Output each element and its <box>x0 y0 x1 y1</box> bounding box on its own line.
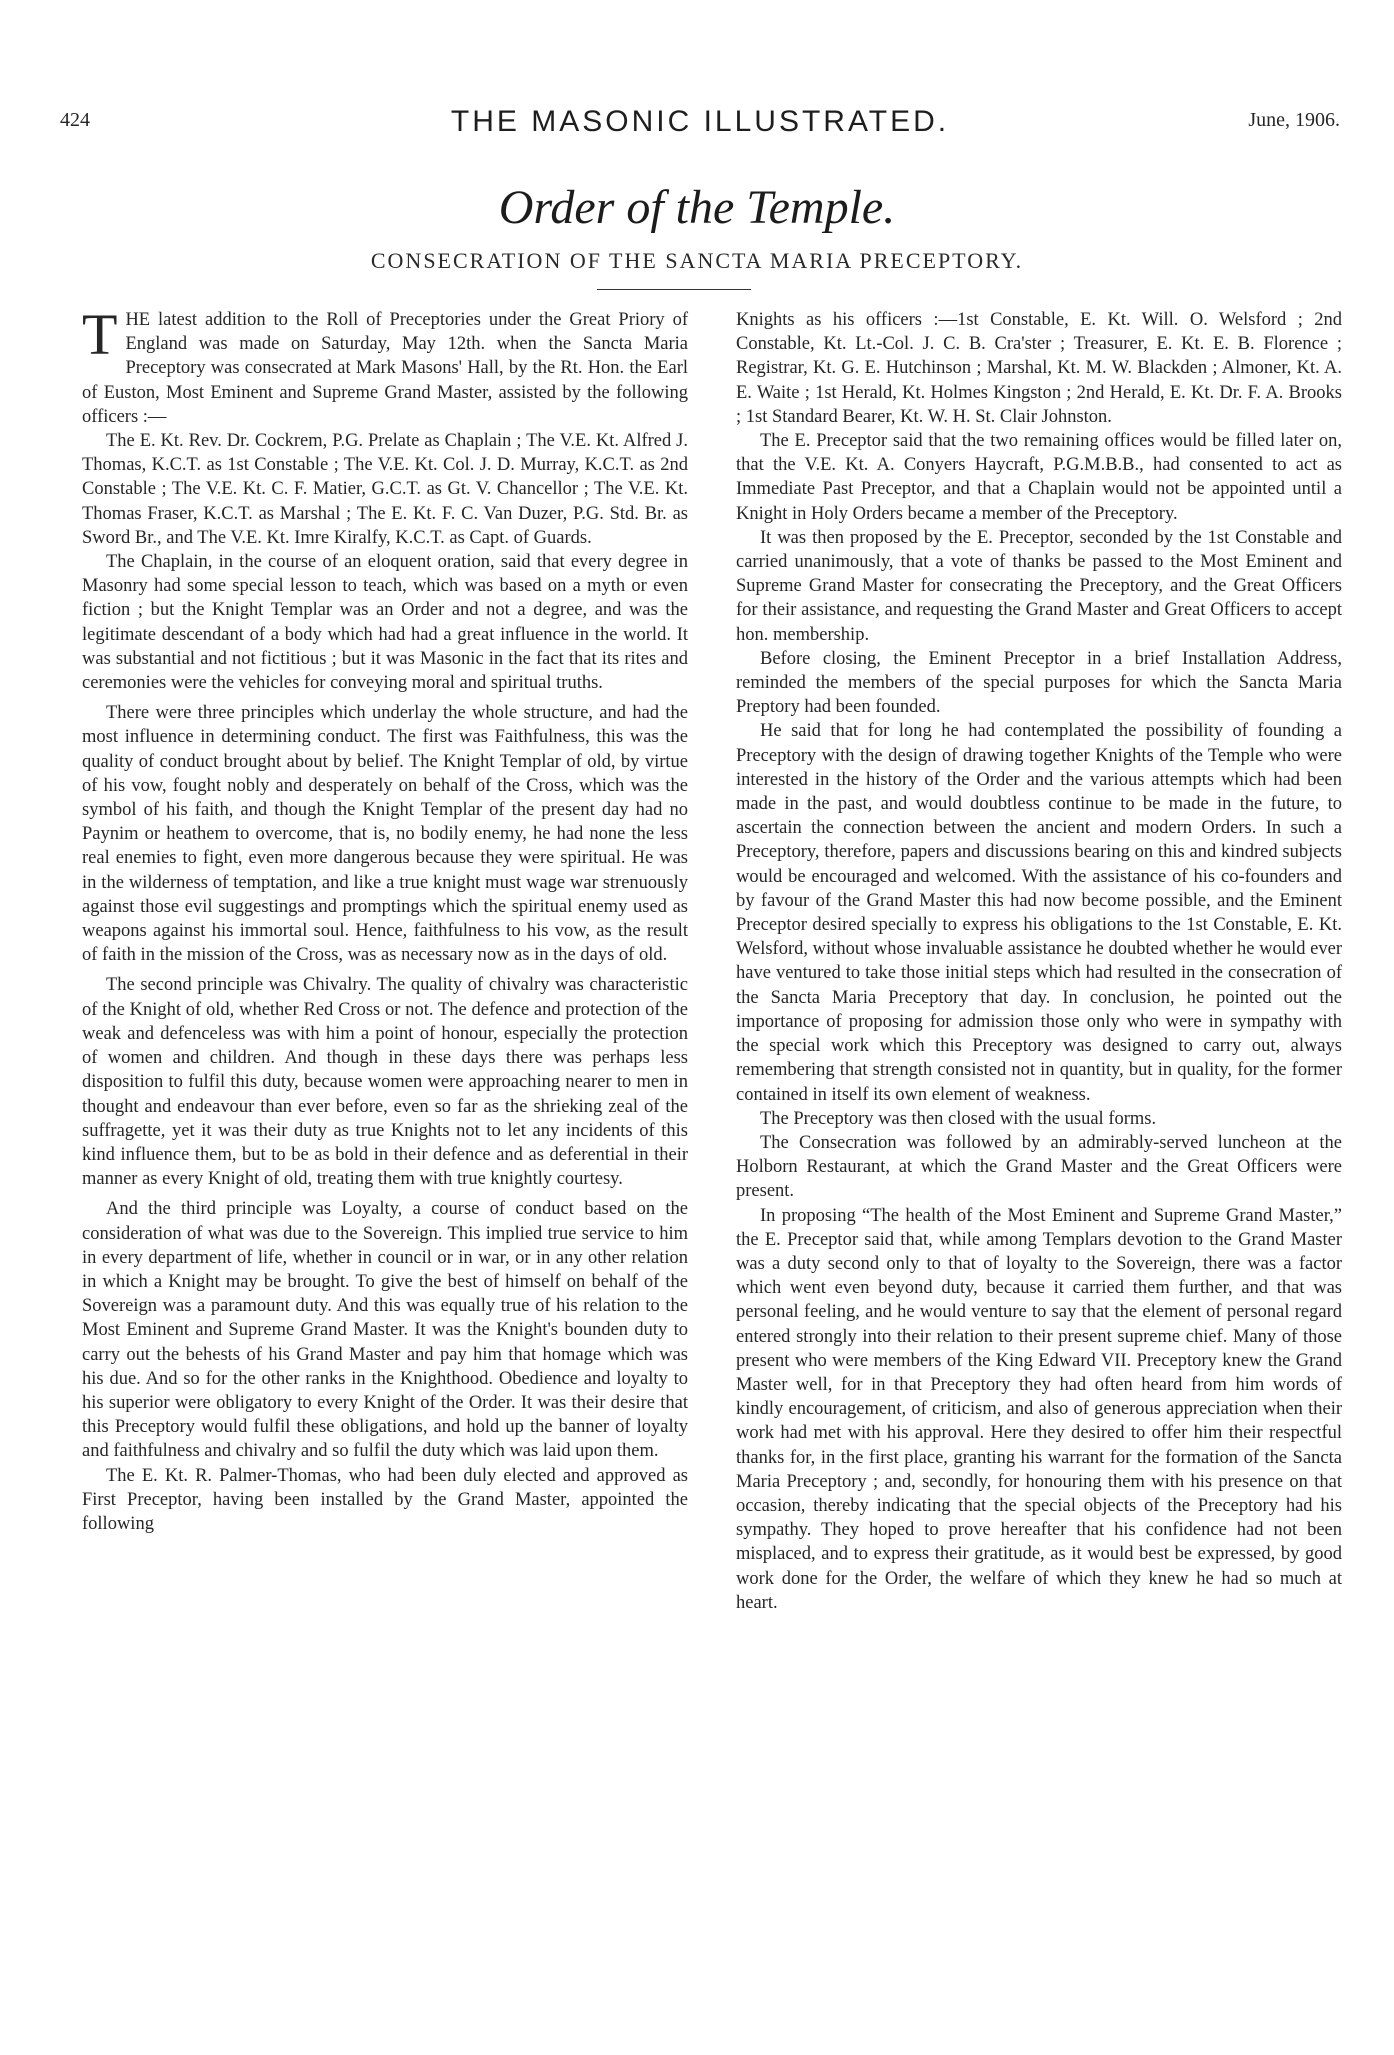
title-divider <box>597 289 751 290</box>
paragraph: The E. Kt. R. Palmer-Thomas, who had been duly elected and approved as First Preceptor, having been installed by the Grand Master, appointed the following <box>82 1465 688 1534</box>
page-number: 424 <box>60 109 90 131</box>
issue-date: June, 1906. <box>1248 109 1340 131</box>
paragraph: The E. Kt. Rev. Dr. Cockrem, P.G. Prelate as Chaplain ; The V.E. Kt. Alfred J. Thomas, K.C.T. as 1st Constable ; The V.E. Kt. Col. J. D. Murray, K.C.T. as 2nd Constable ; The V.E. Kt. C. F. Matier, G.C.T. as Gt. V. Chancellor ; The V.E. Kt. Thomas Fraser, K.C.T. as Marshal ; The E. Kt. F. C. Van Duzer, P.G. Std. Br. as Sword Br., and The V.E. Kt. Imre Kiralfy, K.C.T. as Capt. of Guards. <box>82 431 688 548</box>
paragraph: Before closing, the Eminent Preceptor in a brief Installation Address, reminded the members of the special purposes for which the Sancta Maria Preptory had been founded. <box>736 648 1342 718</box>
masthead: THE MASONIC ILLUSTRATED. <box>450 105 950 138</box>
article-subtitle: CONSECRATION OF THE SANCTA MARIA PRECEPTORY. <box>370 248 1024 273</box>
paragraph: In proposing “The health of the Most Eminent and Supreme Grand Master,” the E. Preceptor said that, while among Templars devotion to the Grand Master was a duty second only to that of loyalty to the Sovereign, there was a factor which went even beyond duty, because it carried them further, and that was personal feeling, and he would venture to say that the element of personal regard entered strongly into their relation to their present supreme chief. Many of those present who were members of the King Edward VII. Preceptory knew the Grand Master well, for in that Preceptory they had often heard from him words of kindly encouragement, of criticism, and also of generous appreciation when their work had met with his approval. Here they desired to offer him their respectful thanks for, in the first place, granting his warrant for the formation of the Sancta Maria Preceptory ; and, secondly, for honouring them with his presence on that occasion, thereby indicating that the special objects of the Preceptory had his sympathy. They hoped to prove hereafter that his confidence had not been misplaced, and to express their gratitude, as it would best be expressed, by good work done for the Order, the welfare of which they knew he had so much at heart. <box>736 1205 1342 1613</box>
paragraph: The Preceptory was then closed with the usual forms. <box>760 1108 1157 1129</box>
right-column <box>736 308 1342 1615</box>
paragraph <box>82 302 688 429</box>
paragraph: Knights as his officers :—1st Constable, E. Kt. Will. O. Welsford ; 2nd Constable, Kt. Lt.-Col. J. C. B. Cra'ster ; Treasurer, E. Kt. E. B. Florence ; Registrar, Kt. G. E. Hutchinson ; Marshal, Kt. M. W. Blackden ; Almoner, Kt. A. E. Waite ; 1st Herald, Kt. Holmes Kingston ; 2nd Herald, E. Kt. Dr. F. A. Brooks ; 1st Standard Bearer, Kt. W. H. St. Clair Johnston. <box>736 310 1342 427</box>
paragraph: There were three principles which underlay the whole structure, and had the most influence in determining conduct. The first was Faithfulness, this was the quality of conduct brought about by belief. The Knight Templar of old, by virtue of his vow, fought nobly and desperately on behalf of the Cross, which was the symbol of his faith, and though the Knight Templar of the present day had no Paynim or heathem to overcome, that is, no bodily enemy, he had none the less real enemies to fight, even more dangerous because they were spiritual. He was in the wilderness of temptation, and like a true knight must wage war strenuously against those evil suggestings and promptings which the spiritual enemy used as weapons against his immortal soul. Hence, faithfulness to his vow, as the result of faith in the mission of the Cross, was as necessary now as in the days of old. <box>82 703 688 966</box>
left-column <box>82 302 688 1536</box>
drop-cap: T <box>82 302 118 367</box>
article-title: Order of the Temple. <box>498 181 896 234</box>
paragraph: It was then proposed by the E. Preceptor, seconded by the 1st Constable and carried unanimously, that a vote of thanks be passed to the Most Eminent and Supreme Grand Master for consecrating the Preceptory, and the Great Officers for their assistance, and requesting the Grand Master and Great Officers to accept hon. membership. <box>736 527 1342 645</box>
paragraph: The Consecration was followed by an admirably-served luncheon at the Holborn Restaurant, at which the Grand Master and the Great Officers were present. <box>736 1132 1342 1202</box>
paragraph-text: HE latest addition to the Roll of Preceptories under the Great Priory of England was made on Saturday, May 12th. when the Sancta Maria Preceptory was consecrated at Mark Masons' Hall, by the Rt. Hon. the Earl of Euston, Most Eminent and Supreme Grand Master, assisted by the following officers :— <box>82 310 688 427</box>
paragraph: And the third principle was Loyalty, a course of conduct based on the consideration of what was due to the Sovereign. This implied true service to him in every department of life, whether in council or in war, or in any other relation in which a Knight may be brought. To give the best of himself on behalf of the Sovereign was a paramount duty. And this was equally true of his relation to the Most Eminent and Supreme Grand Master. It was the Knight's bounden duty to carry out the behests of his Grand Master and pay him that homage which was his due. And so for the other ranks in the Knighthood. Obedience and loyalty to his superior were obligatory to every Knight of the Order. It was their desire that this Preceptory would fulfil these obligations, and hold up the banner of loyalty and faithfulness and chivalry and so fulfil the duty which was laid upon them. <box>82 1199 688 1462</box>
paragraph: The second principle was Chivalry. The quality of chivalry was characteristic of the Knight of old, whether Red Cross or not. The defence and protection of the weak and defenceless was with him a point of honour, especially the protection of women and children. And though in these days there was perhaps less disposition to fulfil this duty, because women were approaching nearer to men in thought and endeavour than ever before, even so far as the shrieking zeal of the suffragette, yet it was their duty as true Knights not to let any incidents of this kind influence them, but to be as bold in their defence and as deferential in their manner as every Knight of old, treating them with true knightly courtesy. <box>82 975 688 1190</box>
page-header <box>60 105 1340 145</box>
paragraph: The E. Preceptor said that the two remaining offices would be filled later on, that the V.E. Kt. A. Conyers Haycraft, P.G.M.B.B., had consented to act as Immediate Past Preceptor, and that a Chaplain would not be appointed until a Knight in Holy Orders became a member of the Preceptory. <box>736 431 1342 524</box>
paragraph: He said that for long he had contemplated the possibility of founding a Preceptory with the design of drawing together Knights of the Temple who were interested in the history of the Order and the various attempts which had been made in the past, and would doubtless continue to be made in the future, to ascertain the connection between the ancient and modern Orders. In such a Preceptory, therefore, papers and discussions bearing on this and kindred subjects would be encouraged and welcomed. With the assistance of his co-founders and by favour of the Grand Master this had now become possible, and the Eminent Preceptor desired specially to express his obligations to the 1st Constable, E. Kt. Welsford, without whose invaluable assistance he doubted whether he would ever have ventured to take those initial steps which had resulted in the consecration of the Sancta Maria Preceptory that day. In conclusion, he pointed out the importance of proposing for admission those only who were in sympathy with the special work which this Preceptory was designed to carry out, always remembering that strength consisted not in quantity, but in quality, for the former contained in itself its own element of weakness. <box>736 721 1342 1105</box>
paragraph: The Chaplain, in the course of an eloquent oration, said that every degree in Masonry had some special lesson to teach, which was based on a myth or even fiction ; but the Knight Templar was an Order and not a degree, and was the legitimate descendant of a body which had had a great influence in the world. It was substantial and not fictitious ; but it was Masonic in the fact that its rites and ceremonies were the vehicles for conveying moral and spiritual truths. <box>82 552 688 694</box>
